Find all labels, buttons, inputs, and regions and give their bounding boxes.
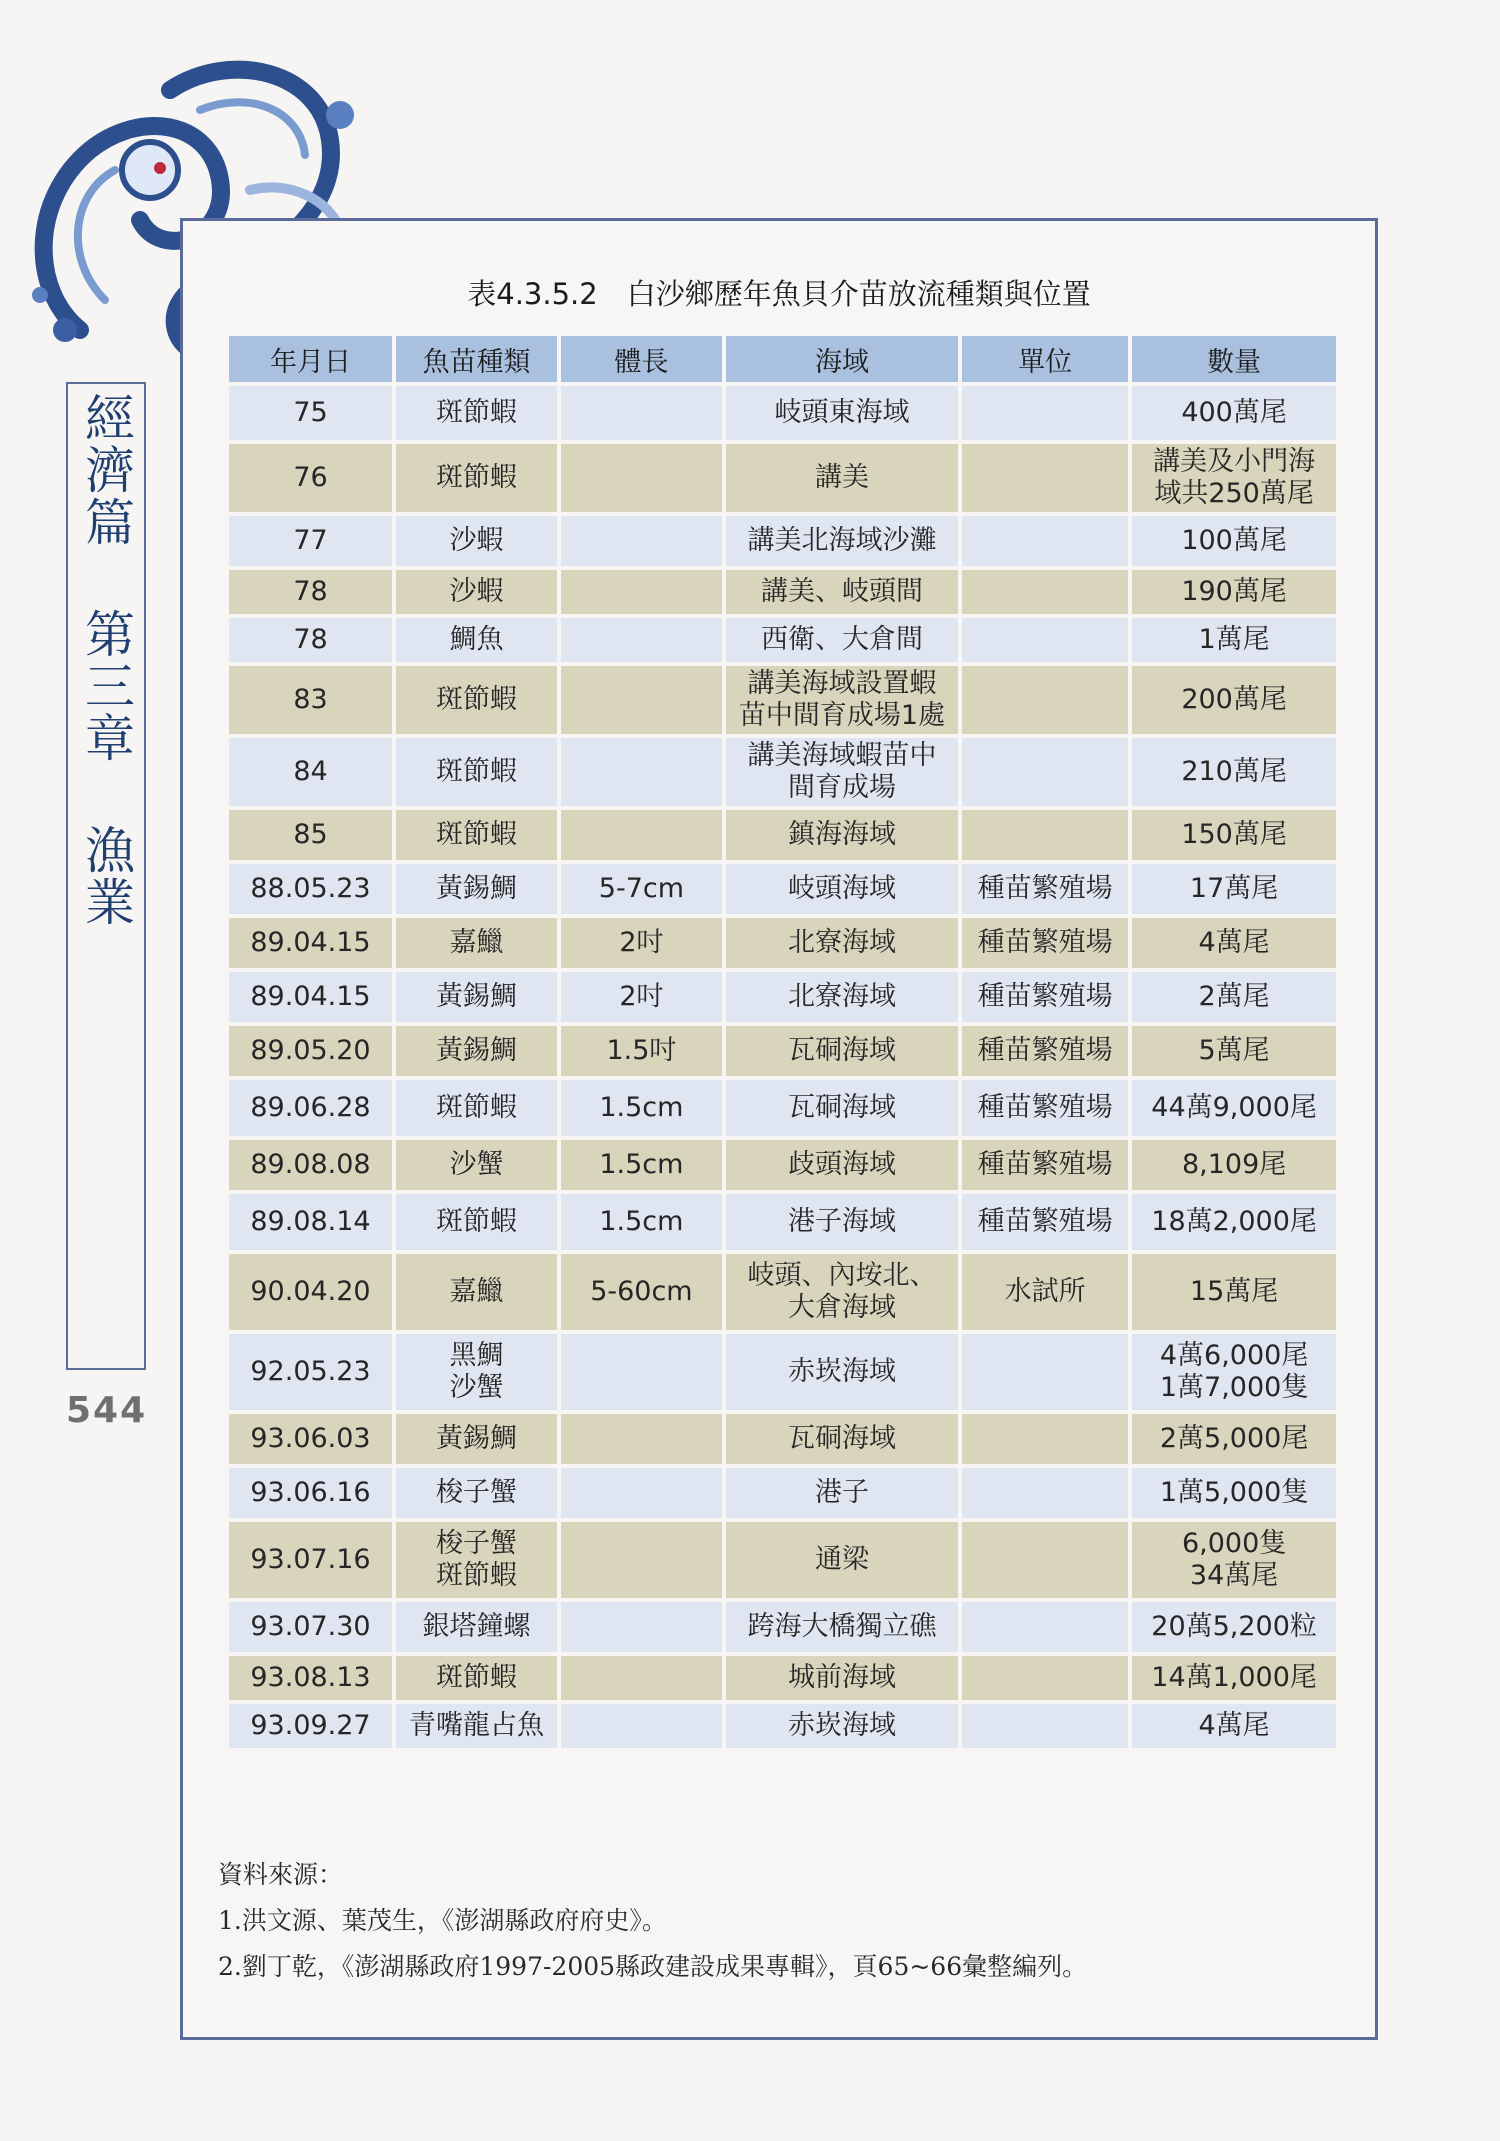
row-unit: 種苗繁殖場 xyxy=(962,1026,1128,1076)
table-row xyxy=(229,1080,1336,1136)
row-area: 瓦硐海域 xyxy=(726,1026,958,1076)
row-date: 93.07.16 xyxy=(229,1522,392,1598)
row-quantity: 15萬尾 xyxy=(1132,1254,1336,1330)
row-date: 85 xyxy=(229,810,392,860)
table-row xyxy=(229,666,1336,734)
table-row xyxy=(229,1704,1336,1748)
row-species: 斑節蝦 xyxy=(396,1194,557,1250)
row-date: 93.06.03 xyxy=(229,1414,392,1464)
row-length xyxy=(561,1414,722,1464)
row-area: 講美北海域沙灘 xyxy=(726,516,958,566)
row-unit xyxy=(962,1414,1128,1464)
row-unit xyxy=(962,738,1128,806)
row-area: 赤崁海域 xyxy=(726,1334,958,1410)
table-row xyxy=(229,864,1336,914)
header-species: 魚苗種類 xyxy=(396,336,557,382)
row-quantity: 1萬5,000隻 xyxy=(1132,1468,1336,1518)
page-number: 544 xyxy=(66,1390,148,1431)
source-notes xyxy=(218,1852,1338,1990)
row-length xyxy=(561,570,722,614)
row-area: 講美 xyxy=(726,444,958,512)
row-quantity: 100萬尾 xyxy=(1132,516,1336,566)
row-length: 1.5吋 xyxy=(561,1026,722,1076)
row-unit xyxy=(962,618,1128,662)
row-area: 岐頭、內垵北、 大倉海域 xyxy=(726,1254,958,1330)
row-unit: 種苗繁殖場 xyxy=(962,918,1128,968)
row-length: 5-7cm xyxy=(561,864,722,914)
row-length xyxy=(561,1656,722,1700)
row-quantity: 44萬9,000尾 xyxy=(1132,1080,1336,1136)
header-date: 年月日 xyxy=(229,336,392,382)
row-unit xyxy=(962,1704,1128,1748)
row-species: 沙蟹 xyxy=(396,1140,557,1190)
row-area: 北寮海域 xyxy=(726,972,958,1022)
table-row xyxy=(229,570,1336,614)
row-date: 75 xyxy=(229,386,392,440)
row-area: 歧頭海域 xyxy=(726,1140,958,1190)
row-quantity: 400萬尾 xyxy=(1132,386,1336,440)
row-date: 89.04.15 xyxy=(229,972,392,1022)
row-unit: 種苗繁殖場 xyxy=(962,972,1128,1022)
row-area: 西衛、大倉間 xyxy=(726,618,958,662)
row-species: 斑節蝦 xyxy=(396,666,557,734)
row-quantity: 190萬尾 xyxy=(1132,570,1336,614)
row-length: 2吋 xyxy=(561,918,722,968)
row-quantity: 14萬1,000尾 xyxy=(1132,1656,1336,1700)
row-species: 嘉鱲 xyxy=(396,1254,557,1330)
row-quantity: 4萬尾 xyxy=(1132,1704,1336,1748)
row-date: 92.05.23 xyxy=(229,1334,392,1410)
row-unit xyxy=(962,666,1128,734)
row-species: 梭子蟹 xyxy=(396,1468,557,1518)
row-unit xyxy=(962,386,1128,440)
row-species: 黃錫鯛 xyxy=(396,1414,557,1464)
row-area: 赤崁海域 xyxy=(726,1704,958,1748)
row-unit xyxy=(962,444,1128,512)
row-species: 斑節蝦 xyxy=(396,810,557,860)
row-unit xyxy=(962,570,1128,614)
row-species: 黃錫鯛 xyxy=(396,864,557,914)
table-row xyxy=(229,516,1336,566)
row-area: 瓦硐海域 xyxy=(726,1414,958,1464)
row-date: 77 xyxy=(229,516,392,566)
row-length xyxy=(561,1704,722,1748)
row-species: 嘉鱲 xyxy=(396,918,557,968)
row-quantity: 1萬尾 xyxy=(1132,618,1336,662)
row-area: 港子 xyxy=(726,1468,958,1518)
row-date: 90.04.20 xyxy=(229,1254,392,1330)
table-row xyxy=(229,1026,1336,1076)
table-row xyxy=(229,810,1336,860)
row-date: 89.04.15 xyxy=(229,918,392,968)
table-row xyxy=(229,1468,1336,1518)
row-species: 沙蝦 xyxy=(396,570,557,614)
row-date: 89.06.28 xyxy=(229,1080,392,1136)
row-unit xyxy=(962,516,1128,566)
row-species: 黑鯛 沙蟹 xyxy=(396,1334,557,1410)
table-row xyxy=(229,1140,1336,1190)
row-date: 78 xyxy=(229,618,392,662)
table-header-row xyxy=(229,336,1336,382)
row-species: 鯛魚 xyxy=(396,618,557,662)
chapter-title: 經濟篇 第三章 漁業 xyxy=(77,392,135,928)
row-species: 斑節蝦 xyxy=(396,1080,557,1136)
row-unit: 種苗繁殖場 xyxy=(962,1140,1128,1190)
row-date: 83 xyxy=(229,666,392,734)
row-length: 2吋 xyxy=(561,972,722,1022)
row-quantity: 8,109尾 xyxy=(1132,1140,1336,1190)
row-species: 沙蝦 xyxy=(396,516,557,566)
row-length xyxy=(561,1334,722,1410)
row-area: 講美、岐頭間 xyxy=(726,570,958,614)
table-row xyxy=(229,1522,1336,1598)
table-row xyxy=(229,972,1336,1022)
row-area: 跨海大橋獨立礁 xyxy=(726,1602,958,1652)
row-date: 93.07.30 xyxy=(229,1602,392,1652)
row-length xyxy=(561,618,722,662)
row-length xyxy=(561,1522,722,1598)
row-quantity: 6,000隻 34萬尾 xyxy=(1132,1522,1336,1598)
row-quantity: 20萬5,200粒 xyxy=(1132,1602,1336,1652)
table-row xyxy=(229,918,1336,968)
table-row xyxy=(229,1254,1336,1330)
row-length xyxy=(561,386,722,440)
header-length: 體長 xyxy=(561,336,722,382)
table-title: 表4.3.5.2 白沙鄉歷年魚貝介苗放流種類與位置 xyxy=(467,277,1091,311)
row-unit xyxy=(962,810,1128,860)
table-row xyxy=(229,1602,1336,1652)
row-area: 講美海域設置蝦 苗中間育成場1處 xyxy=(726,666,958,734)
row-quantity: 2萬尾 xyxy=(1132,972,1336,1022)
row-date: 93.09.27 xyxy=(229,1704,392,1748)
row-species: 梭子蟹 斑節蝦 xyxy=(396,1522,557,1598)
row-area: 港子海域 xyxy=(726,1194,958,1250)
row-length xyxy=(561,666,722,734)
row-length xyxy=(561,444,722,512)
row-species: 斑節蝦 xyxy=(396,738,557,806)
row-unit xyxy=(962,1334,1128,1410)
row-unit: 水試所 xyxy=(962,1254,1128,1330)
table-body xyxy=(229,386,1336,1748)
row-area: 岐頭海域 xyxy=(726,864,958,914)
row-quantity: 4萬6,000尾 1萬7,000隻 xyxy=(1132,1334,1336,1410)
row-date: 93.06.16 xyxy=(229,1468,392,1518)
row-species: 斑節蝦 xyxy=(396,1656,557,1700)
table-row xyxy=(229,618,1336,662)
row-quantity: 17萬尾 xyxy=(1132,864,1336,914)
row-unit xyxy=(962,1468,1128,1518)
row-date: 89.05.20 xyxy=(229,1026,392,1076)
notes-heading: 資料來源： xyxy=(218,1860,344,1889)
row-date: 89.08.14 xyxy=(229,1194,392,1250)
row-species: 斑節蝦 xyxy=(396,386,557,440)
row-species: 青嘴龍占魚 xyxy=(396,1704,557,1748)
table-row xyxy=(229,1414,1336,1464)
row-area: 北寮海域 xyxy=(726,918,958,968)
row-unit: 種苗繁殖場 xyxy=(962,1080,1128,1136)
table-row xyxy=(229,1194,1336,1250)
row-area: 講美海域蝦苗中 間育成場 xyxy=(726,738,958,806)
row-unit xyxy=(962,1522,1128,1598)
row-area: 瓦硐海域 xyxy=(726,1080,958,1136)
note-item: 2.劉丁乾，《澎湖縣政府1997-2005縣政建設成果專輯》，頁65~66彙整編列。 xyxy=(218,1952,1088,1981)
row-date: 93.08.13 xyxy=(229,1656,392,1700)
row-species: 黃錫鯛 xyxy=(396,1026,557,1076)
row-area: 城前海域 xyxy=(726,1656,958,1700)
row-unit: 種苗繁殖場 xyxy=(962,1194,1128,1250)
row-unit xyxy=(962,1602,1128,1652)
row-date: 88.05.23 xyxy=(229,864,392,914)
row-unit xyxy=(962,1656,1128,1700)
row-date: 76 xyxy=(229,444,392,512)
row-length xyxy=(561,1468,722,1518)
release-table xyxy=(225,332,1340,1752)
row-length: 1.5cm xyxy=(561,1140,722,1190)
row-quantity: 18萬2,000尾 xyxy=(1132,1194,1336,1250)
header-unit: 單位 xyxy=(962,336,1128,382)
row-area: 鎮海海域 xyxy=(726,810,958,860)
row-length xyxy=(561,1602,722,1652)
row-length xyxy=(561,810,722,860)
header-area: 海域 xyxy=(726,336,958,382)
table-row xyxy=(229,738,1336,806)
row-unit: 種苗繁殖場 xyxy=(962,864,1128,914)
row-area: 岐頭東海域 xyxy=(726,386,958,440)
table-row xyxy=(229,1334,1336,1410)
row-date: 84 xyxy=(229,738,392,806)
row-quantity: 2萬5,000尾 xyxy=(1132,1414,1336,1464)
row-date: 78 xyxy=(229,570,392,614)
row-length: 1.5cm xyxy=(561,1080,722,1136)
row-area: 通梁 xyxy=(726,1522,958,1598)
row-length xyxy=(561,516,722,566)
row-length xyxy=(561,738,722,806)
row-quantity: 5萬尾 xyxy=(1132,1026,1336,1076)
row-quantity: 4萬尾 xyxy=(1132,918,1336,968)
row-quantity: 200萬尾 xyxy=(1132,666,1336,734)
row-species: 黃錫鯛 xyxy=(396,972,557,1022)
table-row xyxy=(229,1656,1336,1700)
row-species: 銀塔鐘螺 xyxy=(396,1602,557,1652)
row-length: 5-60cm xyxy=(561,1254,722,1330)
row-quantity: 150萬尾 xyxy=(1132,810,1336,860)
note-item: 1.洪文源、葉茂生，《澎湖縣政府府史》。 xyxy=(218,1906,667,1935)
table-row xyxy=(229,444,1336,512)
row-quantity: 講美及小門海 域共250萬尾 xyxy=(1132,444,1336,512)
row-quantity: 210萬尾 xyxy=(1132,738,1336,806)
table-row xyxy=(229,386,1336,440)
row-species: 斑節蝦 xyxy=(396,444,557,512)
row-date: 89.08.08 xyxy=(229,1140,392,1190)
header-quantity: 數量 xyxy=(1132,336,1336,382)
row-length: 1.5cm xyxy=(561,1194,722,1250)
